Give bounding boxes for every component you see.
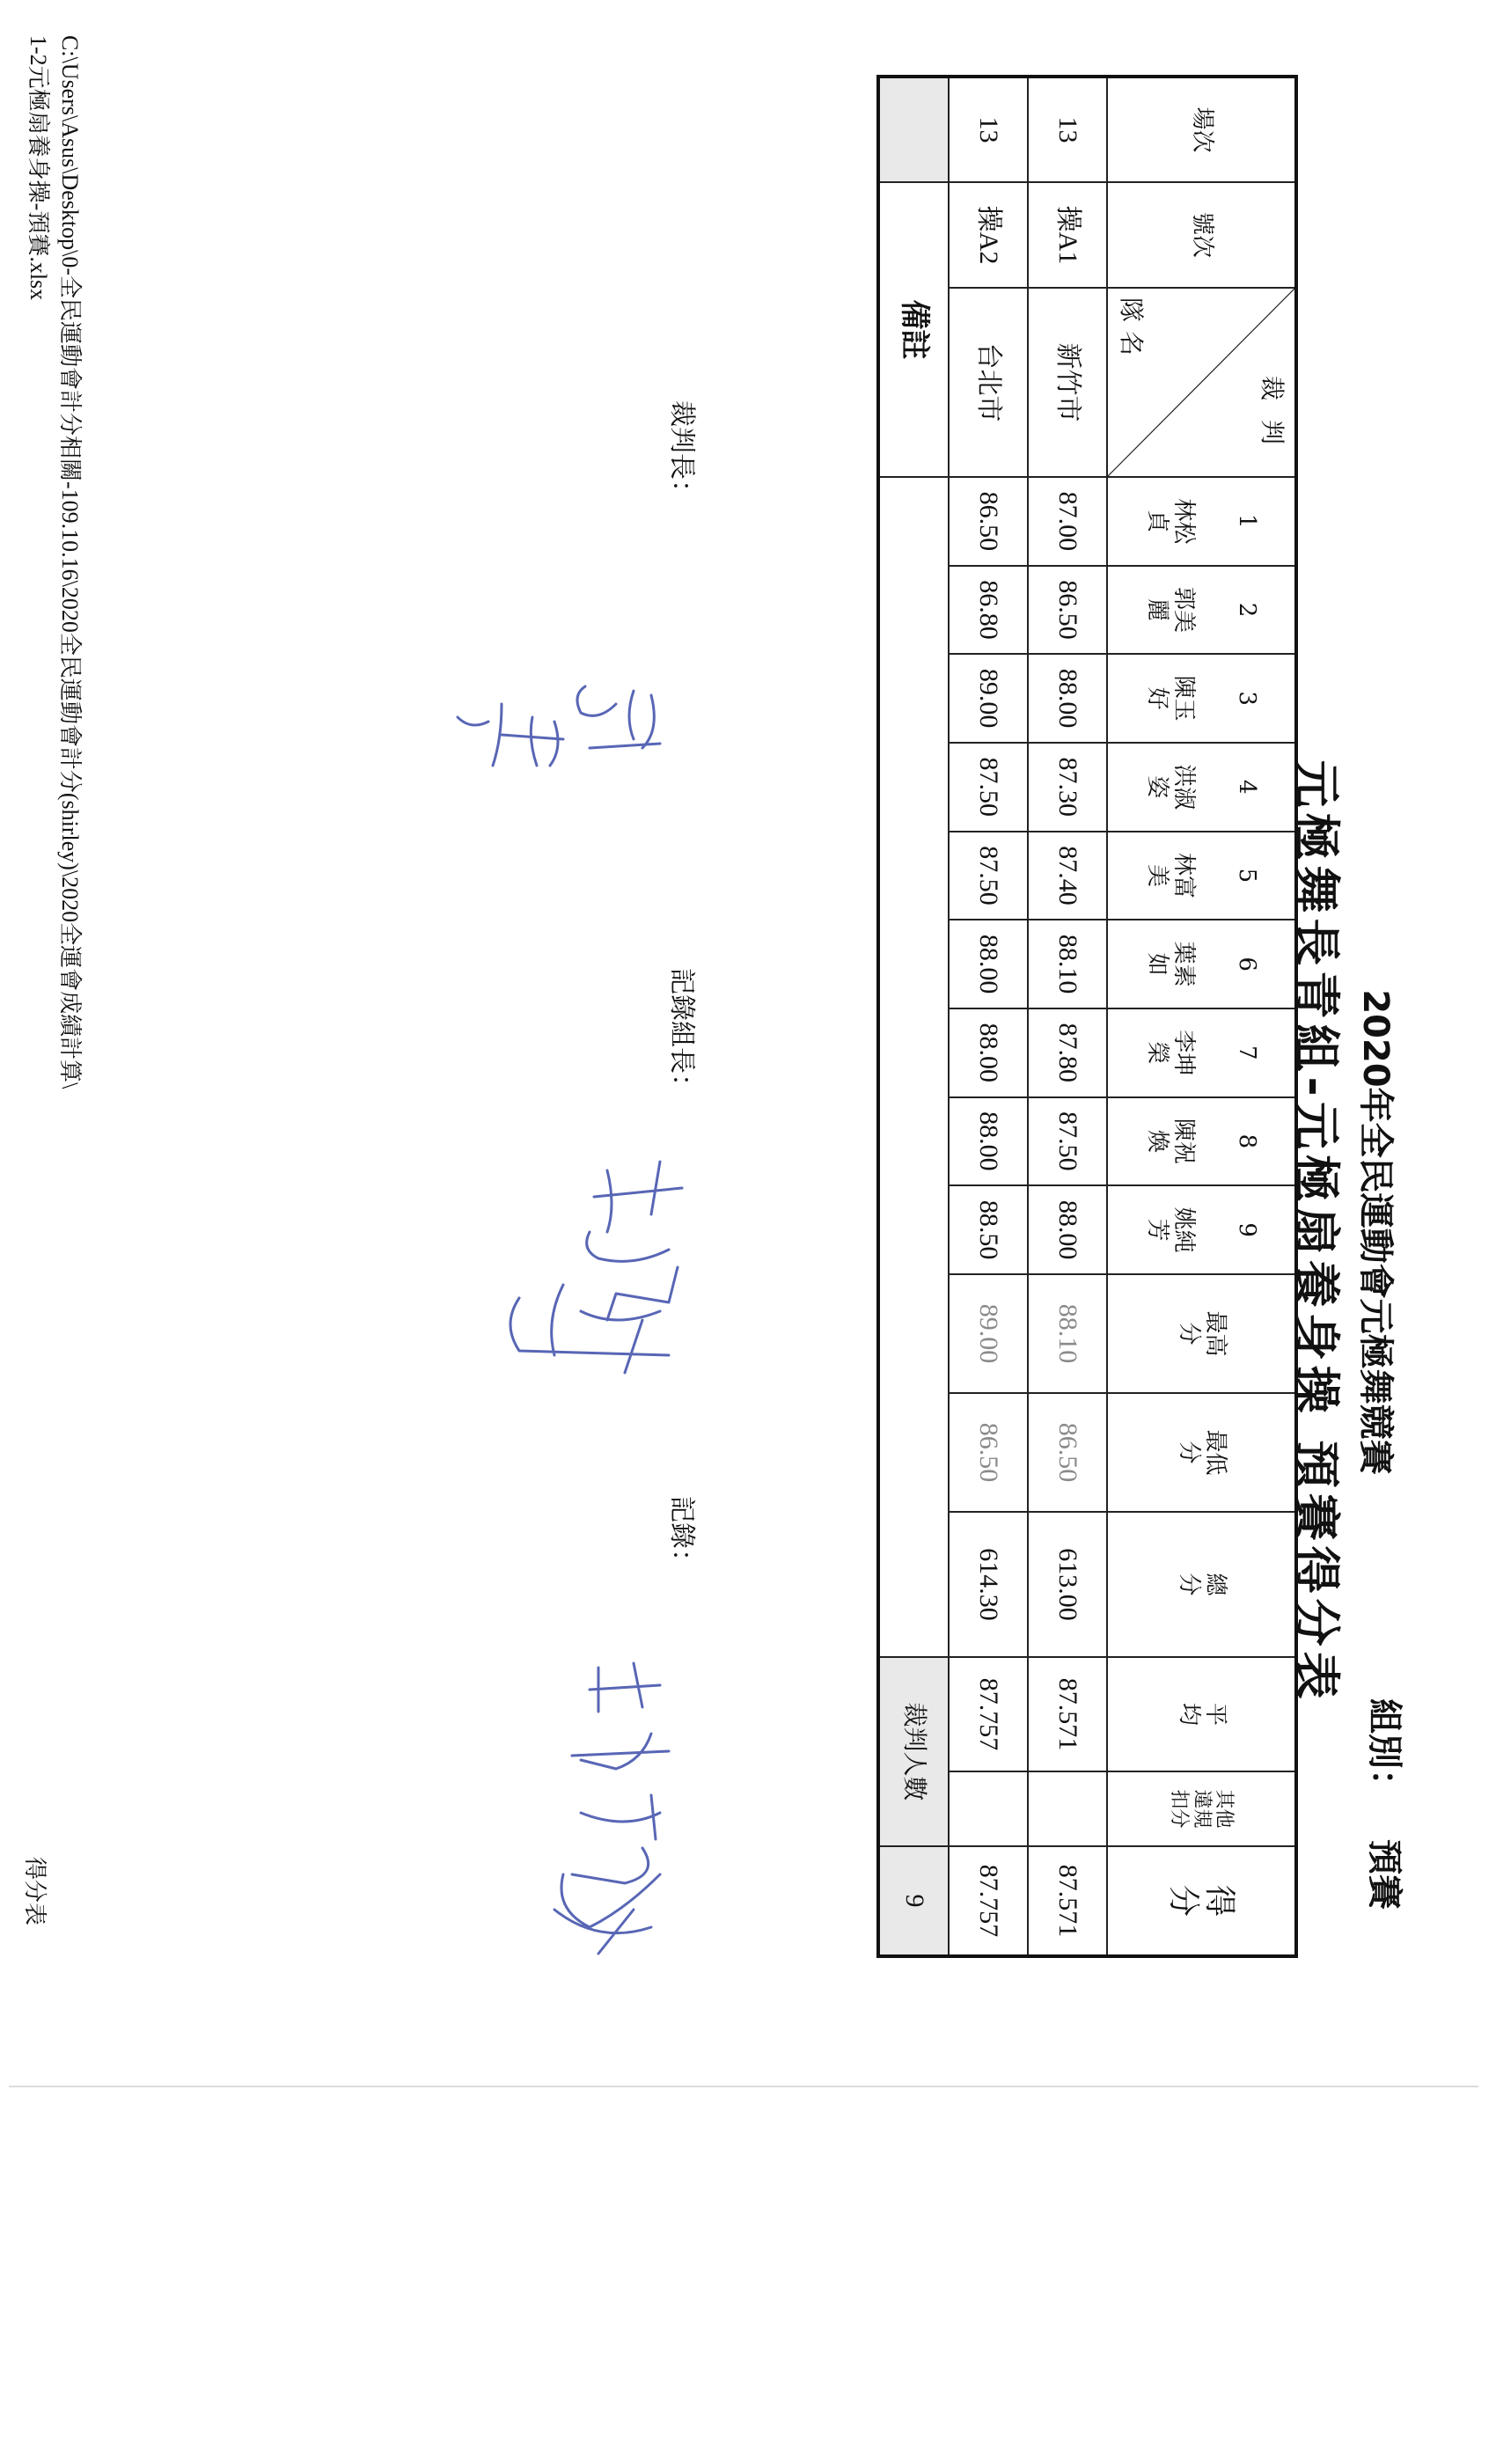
record-chief-label: 記錄組長： [666, 968, 697, 1100]
judge-col-7: 7 李坤榮 [1107, 1008, 1296, 1097]
final-score-cell: 87.757 [949, 1846, 1028, 1956]
file-path-line-1: C:\Users\Asus\Desktop\0-全民運動會計分相關-109.10.16\2020全民運動會計分(shirley)\2020全運會成績計算\ [57, 35, 83, 1089]
average-header: 平均 [1107, 1657, 1296, 1771]
highest-cell: 88.10 [1028, 1274, 1107, 1393]
event-title: 2020年全民運動會元極舞競賽 [1355, 989, 1396, 1475]
judge-count-label: 裁判人數 [878, 1657, 949, 1846]
table-row [1028, 77, 1107, 1956]
header-row [1107, 77, 1296, 1956]
remarks-label: 備註 [878, 182, 949, 477]
table-row [949, 77, 1028, 1956]
remarks-row [878, 77, 949, 1956]
file-path-line-2: 1-2元極扇養身操-預賽.xlsx [26, 35, 51, 301]
number-cell: 操A1 [1028, 182, 1107, 288]
score-cell: 87.50 [949, 832, 1028, 920]
score-cell: 89.00 [949, 654, 1028, 743]
judge-col-6: 6 葉素如 [1107, 920, 1296, 1008]
final-score-cell: 87.571 [1028, 1846, 1107, 1956]
scan-edge-divider [9, 2086, 1478, 2087]
score-cell: 88.00 [1028, 1185, 1107, 1274]
score-cell: 87.30 [1028, 743, 1107, 832]
average-cell: 87.571 [1028, 1657, 1107, 1771]
number-cell: 操A2 [949, 182, 1028, 288]
lowest-cell: 86.50 [1028, 1393, 1107, 1512]
group-label: 組別： [1364, 1698, 1404, 1804]
judge-col-1: 1 林松貞 [1107, 477, 1296, 566]
score-cell: 87.00 [1028, 477, 1107, 566]
total-header: 總分 [1107, 1512, 1296, 1657]
chief-judge-signature [449, 669, 678, 801]
remarks-blank-cell [878, 77, 949, 182]
chief-judge-label: 裁判長： [666, 400, 697, 506]
record-chief-signature [484, 1144, 695, 1390]
recorder-signature [510, 1646, 686, 1980]
round-cell: 13 [949, 77, 1028, 182]
score-cell: 86.50 [949, 477, 1028, 566]
score-cell: 88.10 [1028, 920, 1107, 1008]
score-table [876, 75, 1298, 1958]
team-cell: 台北市 [949, 288, 1028, 477]
judge-col-5: 5 林富美 [1107, 832, 1296, 920]
score-cell: 86.80 [949, 566, 1028, 655]
group-value: 預賽 [1364, 1838, 1404, 1910]
judge-col-9: 9 姚純芳 [1107, 1185, 1296, 1274]
score-cell: 88.00 [949, 1097, 1028, 1186]
round-header: 場次 [1107, 77, 1296, 182]
score-cell: 87.80 [1028, 1008, 1107, 1097]
average-cell: 87.757 [949, 1657, 1028, 1771]
remarks-cell [878, 477, 949, 1657]
judge-header: 裁判 [1258, 375, 1287, 464]
lowest-header: 最低分 [1107, 1393, 1296, 1512]
lowest-cell: 86.50 [949, 1393, 1028, 1512]
highest-cell: 89.00 [949, 1274, 1028, 1393]
number-header: 號次 [1107, 182, 1296, 288]
sheet-title: 元極舞長青組-元極扇養身操 預賽得分表 [1288, 759, 1345, 1705]
score-cell: 87.50 [949, 743, 1028, 832]
deduction-cell [1028, 1771, 1107, 1846]
deduction-cell [949, 1771, 1028, 1846]
team-header: 隊名 [1117, 297, 1147, 365]
judge-col-2: 2 郭美麗 [1107, 566, 1296, 655]
recorder-label: 記錄： [666, 1496, 697, 1575]
score-cell: 88.00 [1028, 654, 1107, 743]
total-cell: 614.30 [949, 1512, 1028, 1657]
score-header: 得分 [1107, 1846, 1296, 1956]
judge-col-4: 4 洪淑姿 [1107, 743, 1296, 832]
score-cell: 87.40 [1028, 832, 1107, 920]
total-cell: 613.00 [1028, 1512, 1107, 1657]
score-cell: 86.50 [1028, 566, 1107, 655]
round-cell: 13 [1028, 77, 1107, 182]
score-cell: 87.50 [1028, 1097, 1107, 1186]
judge-col-3: 3 陳玉好 [1107, 654, 1296, 743]
judge-col-8: 8 陳祝煥 [1107, 1097, 1296, 1186]
score-cell: 88.00 [949, 920, 1028, 1008]
sheet-name: 得分表 [22, 1857, 48, 1926]
score-cell: 88.50 [949, 1185, 1028, 1274]
judge-count-value: 9 [878, 1846, 949, 1956]
group-field [1362, 1698, 1412, 1910]
deduction-header: 其他違規扣分 [1107, 1771, 1296, 1846]
score-cell: 88.00 [949, 1008, 1028, 1097]
highest-header: 最高分 [1107, 1274, 1296, 1393]
team-cell: 新竹市 [1028, 288, 1107, 477]
judge-team-diagonal-header [1107, 288, 1296, 477]
